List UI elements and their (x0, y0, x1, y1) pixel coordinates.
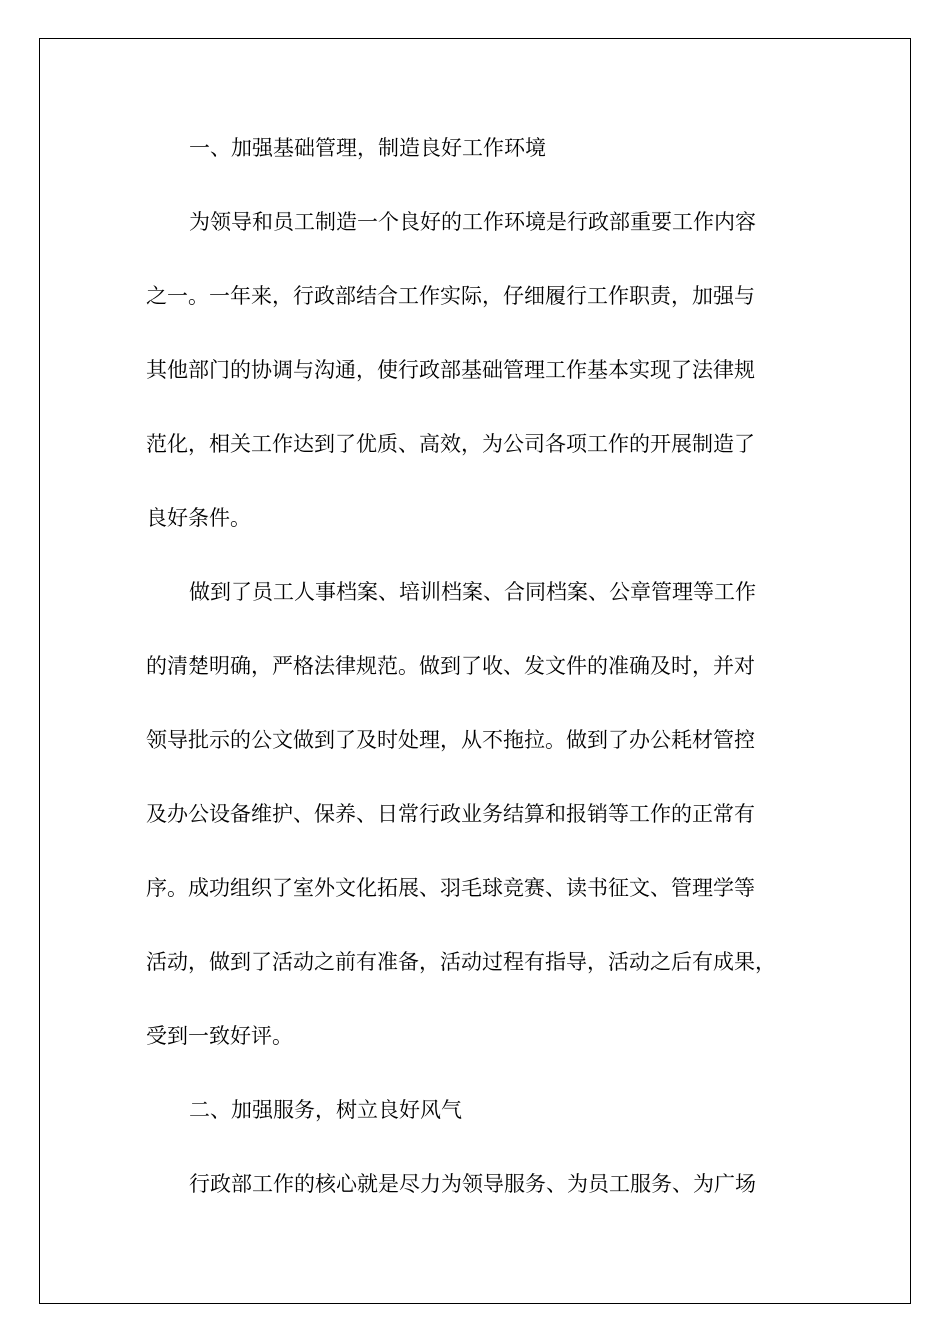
document-body (146, 128, 806, 1238)
paragraph-line: 行政部工作的核心就是尽力为领导服务、为员工服务、为广场 (189, 1172, 756, 1196)
paragraph-line: 及办公设备维护、保养、日常行政业务结算和报销等工作的正常有 (146, 802, 755, 826)
paragraph-line: 领导批示的公文做到了及时处理，从不拖拉。做到了办公耗材管控 (146, 728, 755, 752)
section-heading-2: 二、加强服务，树立良好风气 (189, 1098, 462, 1122)
paragraph-line: 范化，相关工作达到了优质、高效，为公司各项工作的开展制造了 (146, 432, 755, 456)
paragraph-line: 活动，做到了活动之前有准备，活动过程有指导，活动之后有成果， (146, 950, 776, 974)
paragraph-line: 序。成功组织了室外文化拓展、羽毛球竞赛、读书征文、管理学等 (146, 876, 755, 900)
section-heading-1: 一、加强基础管理，制造良好工作环境 (189, 136, 546, 160)
paragraph-line: 为领导和员工制造一个良好的工作环境是行政部重要工作内容 (189, 210, 756, 234)
paragraph-line: 其他部门的协调与沟通，使行政部基础管理工作基本实现了法律规 (146, 358, 755, 382)
paragraph-line: 受到一致好评。 (146, 1024, 293, 1048)
paragraph-line: 良好条件。 (146, 506, 251, 530)
paragraph-line: 的清楚明确，严格法律规范。做到了收、发文件的准确及时，并对 (146, 654, 755, 678)
paragraph-line: 之一。一年来，行政部结合工作实际，仔细履行工作职责，加强与 (146, 284, 755, 308)
paragraph-line: 做到了员工人事档案、培训档案、合同档案、公章管理等工作 (189, 580, 756, 604)
